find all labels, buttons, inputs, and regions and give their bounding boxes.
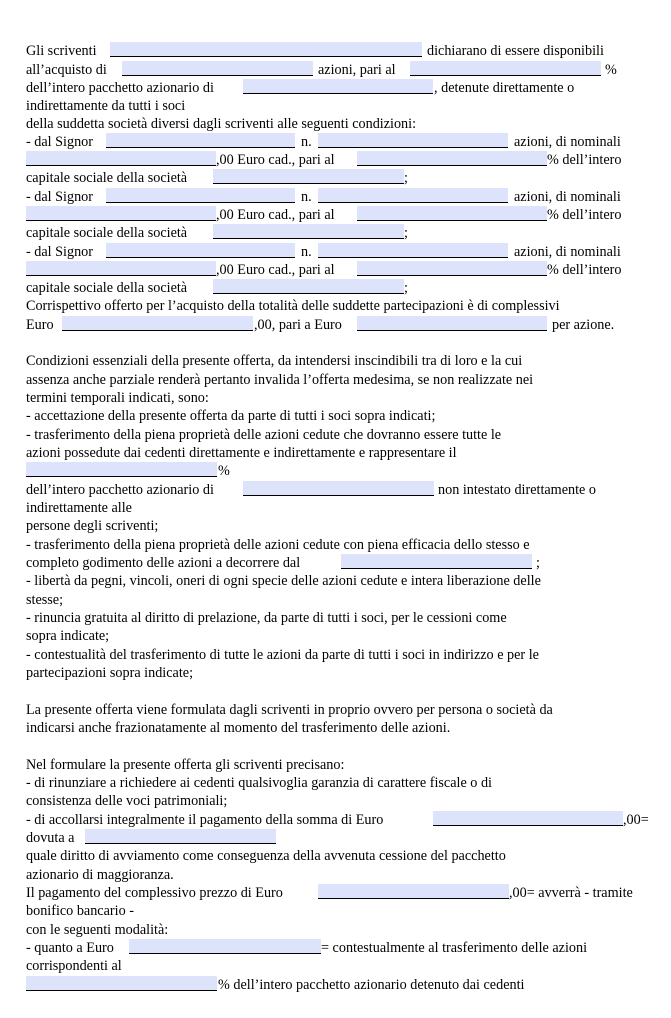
text: Il pagamento del complessivo prezzo di Euro: [26, 885, 283, 901]
text: n.: [301, 244, 312, 260]
text: azioni, di nominali: [514, 134, 621, 150]
signor-name-field[interactable]: [106, 188, 295, 203]
societa-field[interactable]: [213, 169, 404, 184]
text-line: - trasferimento della piena proprietà delle azioni cedute con piena efficacia dello stesso e: [26, 537, 530, 553]
text: %: [218, 463, 230, 479]
azioni-count-field[interactable]: [122, 61, 313, 76]
nominal-value-field[interactable]: [26, 206, 216, 221]
text: %: [605, 62, 617, 78]
text-line: [26, 939, 658, 957]
text: dichiarano di essere disponibili: [427, 43, 604, 59]
company-field[interactable]: [243, 79, 433, 94]
signor-azioni-field[interactable]: [318, 188, 508, 203]
text: azioni, pari al: [318, 62, 396, 78]
text-line: [26, 79, 575, 97]
percent-field[interactable]: [410, 61, 601, 76]
text: ,00 Euro cad., pari al: [216, 152, 335, 168]
signor-name-field[interactable]: [106, 133, 295, 148]
nominal-value-field[interactable]: [26, 261, 216, 276]
text: per azione.: [552, 317, 615, 333]
text-line: [26, 261, 658, 279]
text-line: indirettamente alle: [26, 500, 132, 516]
scriventi-field[interactable]: [110, 42, 422, 57]
societa-field[interactable]: [213, 224, 404, 239]
signor-name-field[interactable]: [106, 243, 295, 258]
text-line: consistenza delle voci patrimoniali;: [26, 793, 228, 809]
text: - dal Signor: [26, 189, 93, 205]
text-line: [26, 884, 658, 902]
text: capitale sociale della società: [26, 170, 188, 186]
text: azioni, di nominali: [514, 189, 621, 205]
text-line: termini temporali indicati, sono:: [26, 390, 209, 406]
text: capitale sociale della società: [26, 280, 188, 296]
text-line: partecipazioni sopra indicate;: [26, 665, 194, 681]
text-line: indirettamente da tutti i soci: [26, 98, 186, 114]
text-line: con le seguenti modalità:: [26, 922, 169, 938]
text: ,00, pari a Euro: [254, 317, 342, 333]
text-line: - di rinunziare a richiedere ai cedenti qualsivoglia garanzia di carattere fiscale o di: [26, 775, 492, 791]
text-line: [26, 188, 658, 206]
signor-azioni-field[interactable]: [318, 133, 508, 148]
text-line: quale diritto di avviamento come conseguenza della avvenuta cessione del pacchetto: [26, 848, 506, 864]
text: % dell’intero pacchetto azionario detenuto dai cedenti: [218, 977, 525, 993]
text: ,00 Euro cad., pari al: [216, 262, 335, 278]
text: n.: [301, 189, 312, 205]
text-line: - libertà da pegni, vincoli, oneri di ogni specie delle azioni cedute e intera liberazione delle: [26, 573, 541, 589]
text-line: [26, 279, 408, 297]
text: - quanto a Euro: [26, 940, 114, 956]
text-line: Nel formulare la presente offerta gli scriventi precisano:: [26, 757, 345, 773]
text-line: [26, 554, 540, 572]
percent-field[interactable]: [26, 462, 217, 477]
text: ;: [404, 280, 408, 296]
text-line: [26, 61, 658, 79]
text-line: [26, 316, 658, 334]
text-line: stesse;: [26, 592, 64, 608]
text: all’acquisto di: [26, 62, 107, 78]
text: ;: [404, 170, 408, 186]
text: ,00=: [623, 812, 649, 828]
text: % dell’intero: [547, 207, 622, 223]
text: capitale sociale della società: [26, 225, 188, 241]
text: % dell’intero: [547, 262, 622, 278]
text-line: [26, 224, 408, 242]
text: ,00 Euro cad., pari al: [216, 207, 335, 223]
text: dell’intero pacchetto azionario di: [26, 482, 214, 498]
text-line: - accettazione della presente offerta da parte di tutti i soci sopra indicati;: [26, 408, 436, 424]
text-line: [26, 133, 658, 151]
text: non intestato direttamente o: [438, 482, 596, 498]
text: ,00= avverrà - tramite: [509, 885, 633, 901]
text-line: [26, 811, 658, 829]
text-line: [26, 151, 658, 169]
text: ;: [536, 555, 540, 571]
percent-field[interactable]: [26, 976, 217, 991]
text: n.: [301, 134, 312, 150]
text-line: [26, 243, 658, 261]
signor-percent-field[interactable]: [357, 261, 547, 276]
text-line: corrispondenti al: [26, 958, 122, 974]
signor-percent-field[interactable]: [357, 206, 547, 221]
text: ;: [404, 225, 408, 241]
signor-azioni-field[interactable]: [318, 243, 508, 258]
signor-percent-field[interactable]: [357, 151, 547, 166]
text-line: [26, 206, 658, 224]
price-per-share-field[interactable]: [357, 316, 547, 331]
text-line: bonifico bancario -: [26, 903, 134, 919]
text-line: indicarsi anche frazionatamente al momento del trasferimento delle azioni.: [26, 720, 451, 736]
text: Gli scriventi: [26, 43, 97, 59]
text-line: [26, 42, 604, 60]
text-line: assenza anche parziale renderà pertanto invalida l’offerta medesima, se non realizzate nei: [26, 372, 534, 388]
text-line: - contestualità del trasferimento di tutte le azioni da parte di tutti i soci in indirizzo e per le: [26, 647, 539, 663]
text-line: La presente offerta viene formulata dagli scriventi in proprio ovvero per persona o società da: [26, 702, 553, 718]
installment-field[interactable]: [129, 939, 321, 954]
text: azioni, di nominali: [514, 244, 621, 260]
total-price-field[interactable]: [62, 316, 253, 331]
text-line: persone degli scriventi;: [26, 518, 159, 534]
text: - dal Signor: [26, 244, 93, 260]
text-line: Condizioni essenziali della presente offerta, da intendersi inscindibili tra di loro e la cui: [26, 353, 523, 369]
text: , detenute direttamente o: [434, 80, 575, 96]
text-line: Corrispettivo offerto per l’acquisto della totalità delle suddette partecipazioni è di complessivi: [26, 298, 560, 314]
beneficiary-field[interactable]: [85, 829, 276, 844]
text: completo godimento delle azioni a decorrere dal: [26, 555, 301, 571]
nominal-value-field[interactable]: [26, 151, 216, 166]
total-price-field[interactable]: [318, 884, 509, 899]
text: - dal Signor: [26, 134, 93, 150]
text: dell’intero pacchetto azionario di: [26, 80, 214, 96]
text: dovuta a: [26, 830, 75, 846]
text-line: [26, 829, 74, 847]
text-line: - trasferimento della piena proprietà delle azioni cedute che dovranno essere tutte le: [26, 427, 502, 443]
text-line: sopra indicate;: [26, 628, 110, 644]
amount-field[interactable]: [433, 811, 623, 826]
text-line: azionario di maggioranza.: [26, 867, 174, 883]
text-line: della suddetta società diversi dagli scriventi alle seguenti condizioni:: [26, 116, 417, 132]
text-line: azioni possedute dai cedenti direttamente e indirettamente e rappresentare il: [26, 445, 457, 461]
societa-field[interactable]: [213, 279, 404, 294]
text-line: [26, 481, 658, 499]
company-field[interactable]: [243, 481, 434, 496]
text: = contestualmente al trasferimento delle azioni: [321, 940, 588, 956]
text: % dell’intero: [547, 152, 622, 168]
text-line: - rinuncia gratuita al diritto di prelazione, da parte di tutti i soci, per le cessioni come: [26, 610, 507, 626]
date-field[interactable]: [341, 554, 532, 569]
text-line: [26, 169, 408, 187]
text: Euro: [26, 317, 54, 333]
text: - di accollarsi integralmente il pagamento della somma di Euro: [26, 812, 384, 828]
